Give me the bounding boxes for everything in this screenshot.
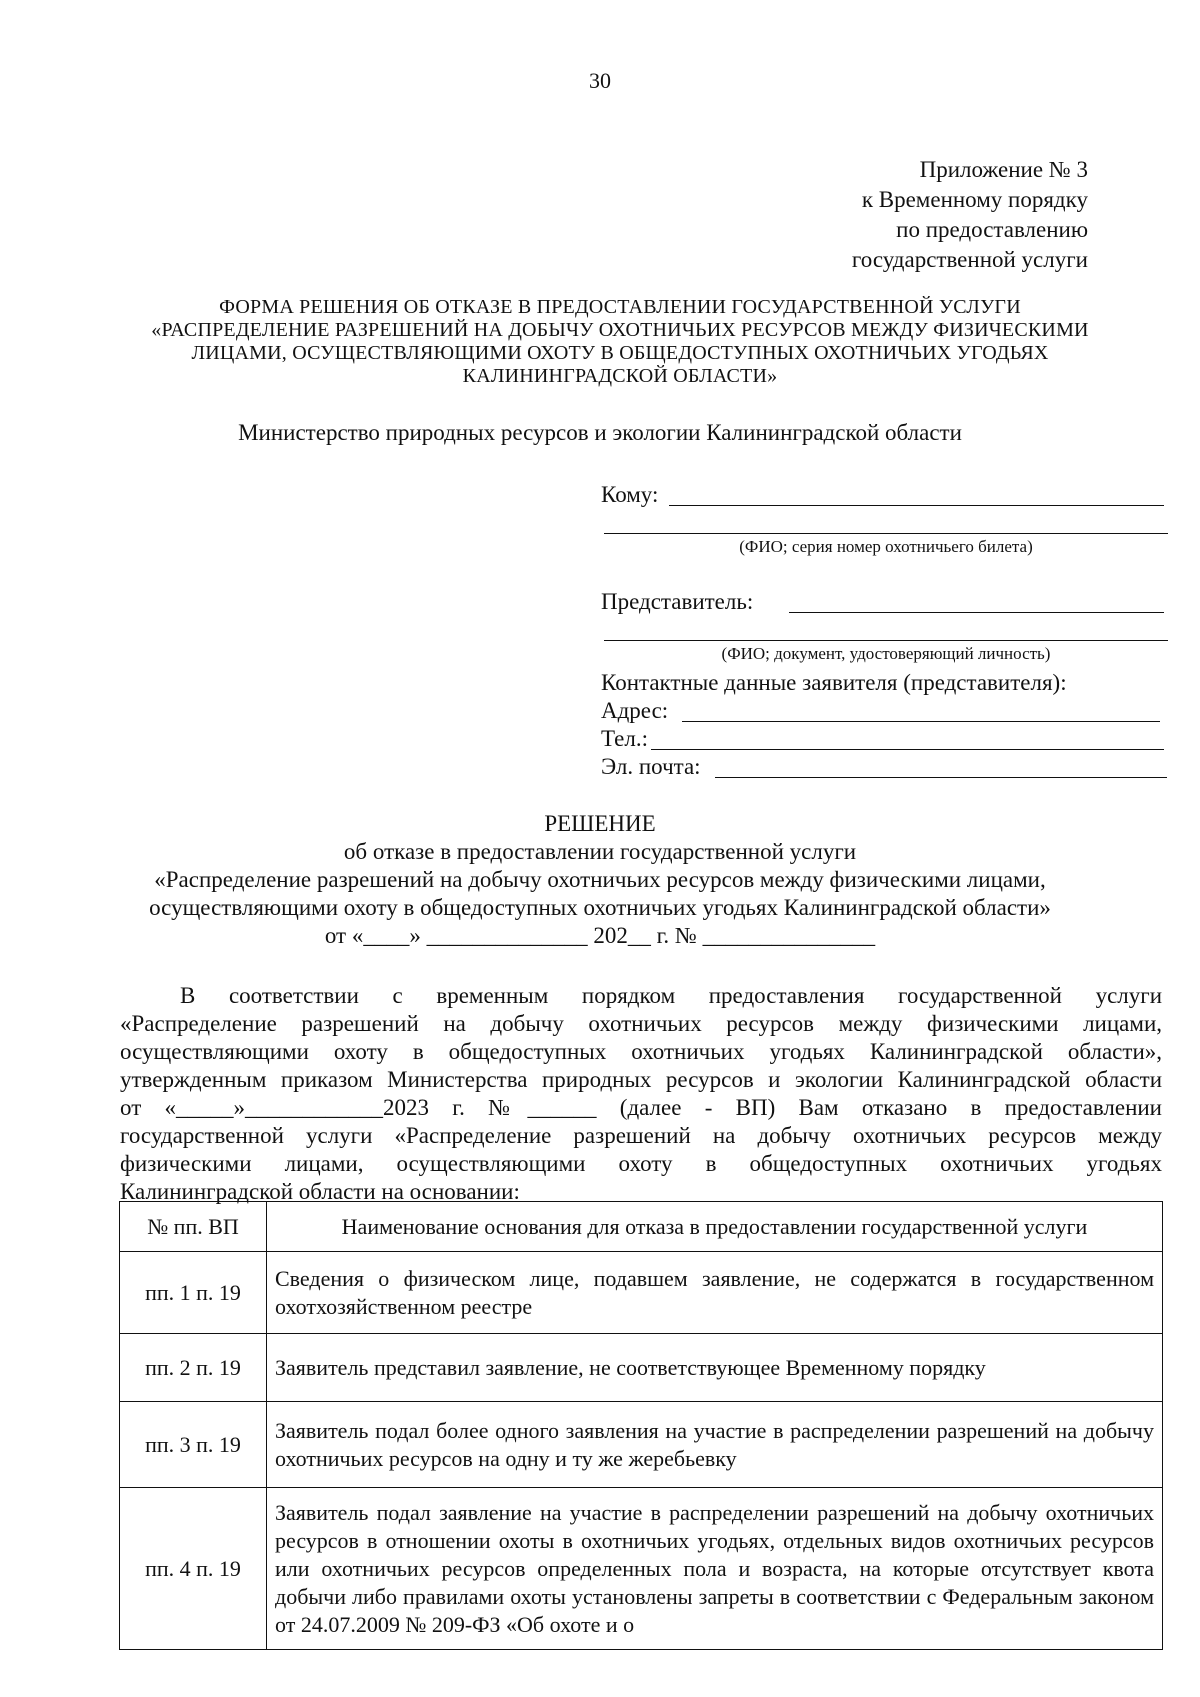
table-header-number: № пп. ВП (120, 1202, 267, 1252)
decision-line-1: об отказе в предоставлении государственной услуги (343, 839, 857, 864)
to-note: (ФИО; серия номер охотничьего билета) (739, 537, 1033, 556)
representative-field[interactable] (789, 612, 1164, 613)
address-label: Адрес: (601, 698, 669, 723)
body-line-3: осуществляющими охоту в общедоступных охотничьих угодьях Калининградской области», (120, 1039, 1162, 1064)
table-row (120, 1252, 1163, 1334)
address-field[interactable] (682, 721, 1160, 722)
form-title-line-1: ФОРМА РЕШЕНИЯ ОБ ОТКАЗЕ В ПРЕДОСТАВЛЕНИИ ГОСУДАРСТВЕННОЙ УСЛУГИ (219, 296, 1021, 318)
table-row (120, 1334, 1163, 1402)
contacts-label: Контактные данные заявителя (представителя): (601, 670, 1067, 695)
decision-heading (0, 810, 1200, 950)
body-line-1: В соответствии с временным порядком предоставления государственной услуги (180, 983, 1162, 1008)
decision-title: РЕШЕНИЕ (544, 811, 656, 836)
phone-field[interactable] (651, 749, 1164, 750)
row-number: пп. 2 п. 19 (120, 1334, 267, 1402)
form-title (120, 296, 1120, 388)
decision-line-2: «Распределение разрешений на добычу охотничьих ресурсов между физическими лицами, (154, 867, 1046, 892)
table-header-row (120, 1202, 1163, 1252)
appendix-line-3: по предоставлению (896, 217, 1088, 242)
row-number: пп. 3 п. 19 (120, 1402, 267, 1488)
appendix-line-4: государственной услуги (851, 247, 1088, 272)
page-number: 30 (589, 68, 611, 93)
representative-note: (ФИО; документ, удостоверяющий личность) (721, 644, 1051, 663)
to-field[interactable] (669, 505, 1164, 506)
appendix-reference (852, 155, 1088, 275)
row-reason: Сведения о физическом лице, подавшем заявление, не содержатся в государственном охотхозяйственном реестре (267, 1252, 1163, 1334)
table-header-reason: Наименование основания для отказа в предоставлении государственной услуги (267, 1202, 1163, 1252)
body-paragraph (120, 982, 1162, 1206)
body-line-8: Калининградской области на основании: (120, 1179, 520, 1204)
body-line-4: утвержденным приказом Министерства природных ресурсов и экологии Калининградской области (120, 1067, 1162, 1092)
form-title-line-2: «РАСПРЕДЕЛЕНИЕ РАЗРЕШЕНИЙ НА ДОБЫЧУ ОХОТНИЧЬИХ РЕСУРСОВ МЕЖДУ ФИЗИЧЕСКИМИ (151, 319, 1089, 341)
representative-label: Представитель: (601, 589, 754, 614)
row-number: пп. 1 п. 19 (120, 1252, 267, 1334)
ministry-name: Министерство природных ресурсов и экологии Калининградской области (238, 420, 962, 445)
grounds-table (119, 1201, 1163, 1650)
body-line-7: физическими лицами, осуществляющими охоту в общедоступных охотничьих угодьях (120, 1151, 1162, 1176)
body-line-5: от «_____»____________2023 г. №______ (далее - ВП) Вам отказано в предоставлении (120, 1095, 1162, 1120)
appendix-line-1: Приложение № 3 (919, 157, 1088, 182)
decision-date-line: от «____» ______________ 202__ г. № _______________ (324, 923, 876, 948)
row-number: пп. 4 п. 19 (120, 1488, 267, 1650)
form-title-line-3: ЛИЦАМИ, ОСУЩЕСТВЛЯЮЩИМИ ОХОТУ В ОБЩЕДОСТУПНЫХ ОХОТНИЧЬИХ УГОДЬЯХ (191, 342, 1049, 364)
phone-label: Тел.: (601, 726, 648, 751)
email-field[interactable] (715, 777, 1167, 778)
body-line-2: «Распределение разрешений на добычу охотничьих ресурсов между физическими лицами, (120, 1011, 1162, 1036)
form-title-line-4: КАЛИНИНГРАДСКОЙ ОБЛАСТИ» (462, 365, 778, 387)
table-row (120, 1488, 1163, 1650)
row-reason: Заявитель представил заявление, не соответствующее Временному порядку (267, 1334, 1163, 1402)
row-reason: Заявитель подал более одного заявления на участие в распределении разрешений на добычу охотничьих ресурсов на одну и ту же жеребьевку (267, 1402, 1163, 1488)
row-reason: Заявитель подал заявление на участие в распределении разрешений на добычу охотничьих ресурсов в отношении охоты в охотничьих угодьях, отдельных видов охотничьих ресурсов или охотничьих ресурсов определенных пола и возраста, на которые отсутствует квота добычи либо правилами охоты установлены запреты в соответствии с Федеральным законом от 24.07.2009 № 209-ФЗ «Об охоте и о (267, 1488, 1163, 1650)
table-row (120, 1402, 1163, 1488)
decision-line-3: осуществляющими охоту в общедоступных охотничьих угодьях Калининградской области» (149, 895, 1051, 920)
body-line-6: государственной услуги «Распределение разрешений на добычу охотничьих ресурсов между (120, 1123, 1162, 1148)
email-label: Эл. почта: (601, 754, 701, 779)
appendix-line-2: к Временному порядку (861, 187, 1088, 212)
to-field-line-2[interactable] (604, 533, 1168, 534)
to-label: Кому: (601, 482, 659, 507)
representative-field-line-2[interactable] (604, 640, 1168, 641)
